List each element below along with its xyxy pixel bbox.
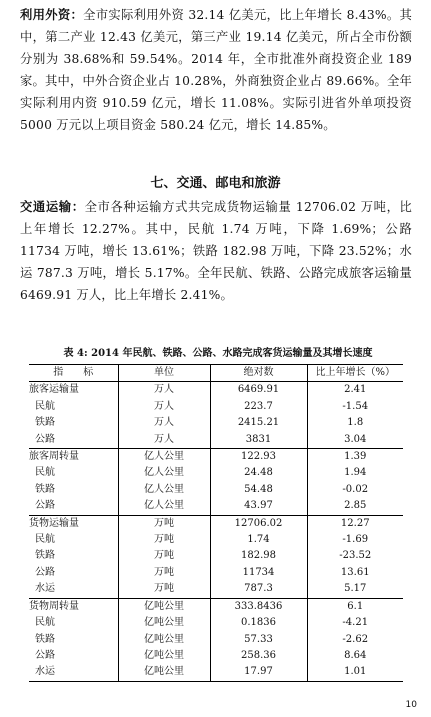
value-cell: 182.98 bbox=[210, 548, 307, 564]
value-cell: 57.33 bbox=[210, 632, 307, 648]
value-cell: 1.74 bbox=[210, 532, 307, 548]
growth-cell: 1.8 bbox=[347, 417, 364, 429]
growth-cell: 5.17 bbox=[307, 581, 403, 598]
paragraph-lead: 交通运输： bbox=[20, 199, 85, 214]
growth-cell: -0.02 bbox=[342, 483, 369, 495]
growth-cell: -1.54 bbox=[342, 400, 369, 412]
indicator-cell: 铁路 bbox=[29, 632, 118, 648]
table-row bbox=[29, 532, 403, 548]
unit-cell: 亿吨公里 bbox=[118, 664, 210, 681]
table-row bbox=[29, 382, 403, 399]
growth-cell: -2.62 bbox=[342, 633, 369, 645]
value-cell: 787.3 bbox=[210, 581, 307, 598]
paragraph-text: 全市各种运输方式共完成货物运输量 12706.02 万吨，比上年增长 12.27%。其中，民航 1.74 万吨，下降 1.69%；公路 11734 万吨，增长 13.61%；铁路 182.98 万吨，下降 23.52%；水运 787.3 万吨，增长 5.17%。全年民航、铁路、公路完成旅客运输量 6469.91 万人，比上年增长 2.41%。 bbox=[20, 200, 412, 302]
value-cell: 333.8436 bbox=[210, 598, 307, 615]
value-cell: 2415.21 bbox=[210, 415, 307, 431]
growth-cell: -23.52 bbox=[339, 550, 372, 562]
value-cell: 43.97 bbox=[210, 498, 307, 515]
growth-cell: 2.41 bbox=[344, 384, 367, 396]
paragraph-lead: 利用外资： bbox=[20, 7, 84, 22]
column-header: 比上年增长（%） bbox=[307, 365, 403, 382]
growth-cell: 8.64 bbox=[344, 649, 367, 661]
unit-cell: 亿吨公里 bbox=[118, 598, 210, 615]
indicator-cell: 旅客周转量 bbox=[29, 449, 118, 466]
value-cell: 54.48 bbox=[210, 482, 307, 498]
value-cell: 11734 bbox=[210, 565, 307, 581]
value-cell: 223.7 bbox=[210, 399, 307, 415]
page-number: 10 bbox=[405, 700, 417, 710]
indicator-cell: 公路 bbox=[29, 498, 118, 515]
transport-paragraph bbox=[20, 196, 412, 306]
unit-cell: 亿人公里 bbox=[118, 482, 210, 498]
growth-cell: -4.21 bbox=[342, 617, 369, 629]
table-row bbox=[29, 498, 403, 515]
unit-cell: 万人 bbox=[118, 432, 210, 449]
column-header: 单位 bbox=[118, 365, 210, 382]
unit-cell: 亿吨公里 bbox=[118, 615, 210, 631]
table-row bbox=[29, 465, 403, 481]
indicator-cell: 公路 bbox=[29, 565, 118, 581]
indicator-cell: 货物运输量 bbox=[29, 515, 118, 532]
growth-cell: -1.69 bbox=[342, 534, 369, 546]
unit-cell: 万吨 bbox=[118, 548, 210, 564]
foreign-investment-paragraph bbox=[20, 4, 412, 136]
unit-cell: 万人 bbox=[118, 382, 210, 399]
indicator-cell: 民航 bbox=[29, 399, 118, 415]
indicator-cell: 货物周转量 bbox=[29, 598, 118, 615]
unit-cell: 亿人公里 bbox=[118, 498, 210, 515]
table-row bbox=[29, 548, 403, 564]
table-row bbox=[29, 449, 403, 466]
section-heading: 七、交通、邮电和旅游 bbox=[150, 176, 281, 191]
value-cell: 17.97 bbox=[210, 664, 307, 681]
transport-table bbox=[29, 364, 403, 682]
table-row bbox=[29, 565, 403, 581]
indicator-cell: 公路 bbox=[29, 648, 118, 664]
table-header-row bbox=[29, 365, 403, 382]
table-caption: 表 4: 2014 年民航、铁路、公路、水路完成客货运输量及其增长速度 bbox=[63, 348, 373, 359]
table-row bbox=[29, 598, 403, 615]
unit-cell: 亿吨公里 bbox=[118, 648, 210, 664]
table-row bbox=[29, 664, 403, 681]
indicator-cell: 公路 bbox=[29, 432, 118, 449]
unit-cell: 亿人公里 bbox=[118, 465, 210, 481]
table-row bbox=[29, 581, 403, 598]
indicator-cell: 民航 bbox=[29, 465, 118, 481]
column-header: 指 标 bbox=[29, 365, 118, 382]
indicator-cell: 水运 bbox=[29, 664, 118, 681]
unit-cell: 万吨 bbox=[118, 532, 210, 548]
table-row bbox=[29, 432, 403, 449]
table-row bbox=[29, 648, 403, 664]
value-cell: 122.93 bbox=[210, 449, 307, 466]
table-row bbox=[29, 415, 403, 431]
growth-cell: 6.1 bbox=[347, 600, 364, 612]
growth-cell: 13.61 bbox=[340, 566, 370, 578]
value-cell: 6469.91 bbox=[210, 382, 307, 399]
column-header: 绝对数 bbox=[210, 365, 307, 382]
indicator-cell: 水运 bbox=[29, 581, 118, 598]
unit-cell: 万吨 bbox=[118, 515, 210, 532]
indicator-cell: 旅客运输量 bbox=[29, 382, 118, 399]
growth-cell: 2.85 bbox=[307, 498, 403, 515]
table-row bbox=[29, 399, 403, 415]
unit-cell: 亿吨公里 bbox=[118, 632, 210, 648]
value-cell: 3831 bbox=[210, 432, 307, 449]
unit-cell: 万人 bbox=[118, 399, 210, 415]
unit-cell: 万人 bbox=[118, 415, 210, 431]
value-cell: 258.36 bbox=[210, 648, 307, 664]
table-row bbox=[29, 482, 403, 498]
growth-cell: 1.01 bbox=[307, 664, 403, 681]
unit-cell: 万吨 bbox=[118, 565, 210, 581]
growth-cell: 3.04 bbox=[307, 432, 403, 449]
indicator-cell: 民航 bbox=[29, 532, 118, 548]
value-cell: 24.48 bbox=[210, 465, 307, 481]
growth-cell: 12.27 bbox=[340, 517, 370, 529]
unit-cell: 亿人公里 bbox=[118, 449, 210, 466]
value-cell: 0.1836 bbox=[210, 615, 307, 631]
table-row bbox=[29, 515, 403, 532]
value-cell: 12706.02 bbox=[210, 515, 307, 532]
indicator-cell: 铁路 bbox=[29, 415, 118, 431]
paragraph-text: 全市实际利用外资 32.14 亿美元，比上年增长 8.43%。其中，第二产业 12.43 亿美元，第三产业 19.14 亿美元，所占全市份额分别为 38.68%和 59.54%。2014 年，全市批准外商投资企业 189 家。其中，中外合资企业占 10.28%，外商独资企业占 89.66%。全年实际利用内资 910.59 亿元，增长 11.08%。实际引进省外单项投资 5000 万元以上项目资金 580.24 亿元，增长 14.85%。 bbox=[20, 8, 412, 132]
growth-cell: 1.94 bbox=[344, 467, 367, 479]
unit-cell: 万吨 bbox=[118, 581, 210, 598]
growth-cell: 1.39 bbox=[344, 451, 367, 463]
table-row bbox=[29, 615, 403, 631]
table-body bbox=[29, 382, 403, 681]
indicator-cell: 铁路 bbox=[29, 548, 118, 564]
indicator-cell: 民航 bbox=[29, 615, 118, 631]
indicator-cell: 铁路 bbox=[29, 482, 118, 498]
table-row bbox=[29, 632, 403, 648]
